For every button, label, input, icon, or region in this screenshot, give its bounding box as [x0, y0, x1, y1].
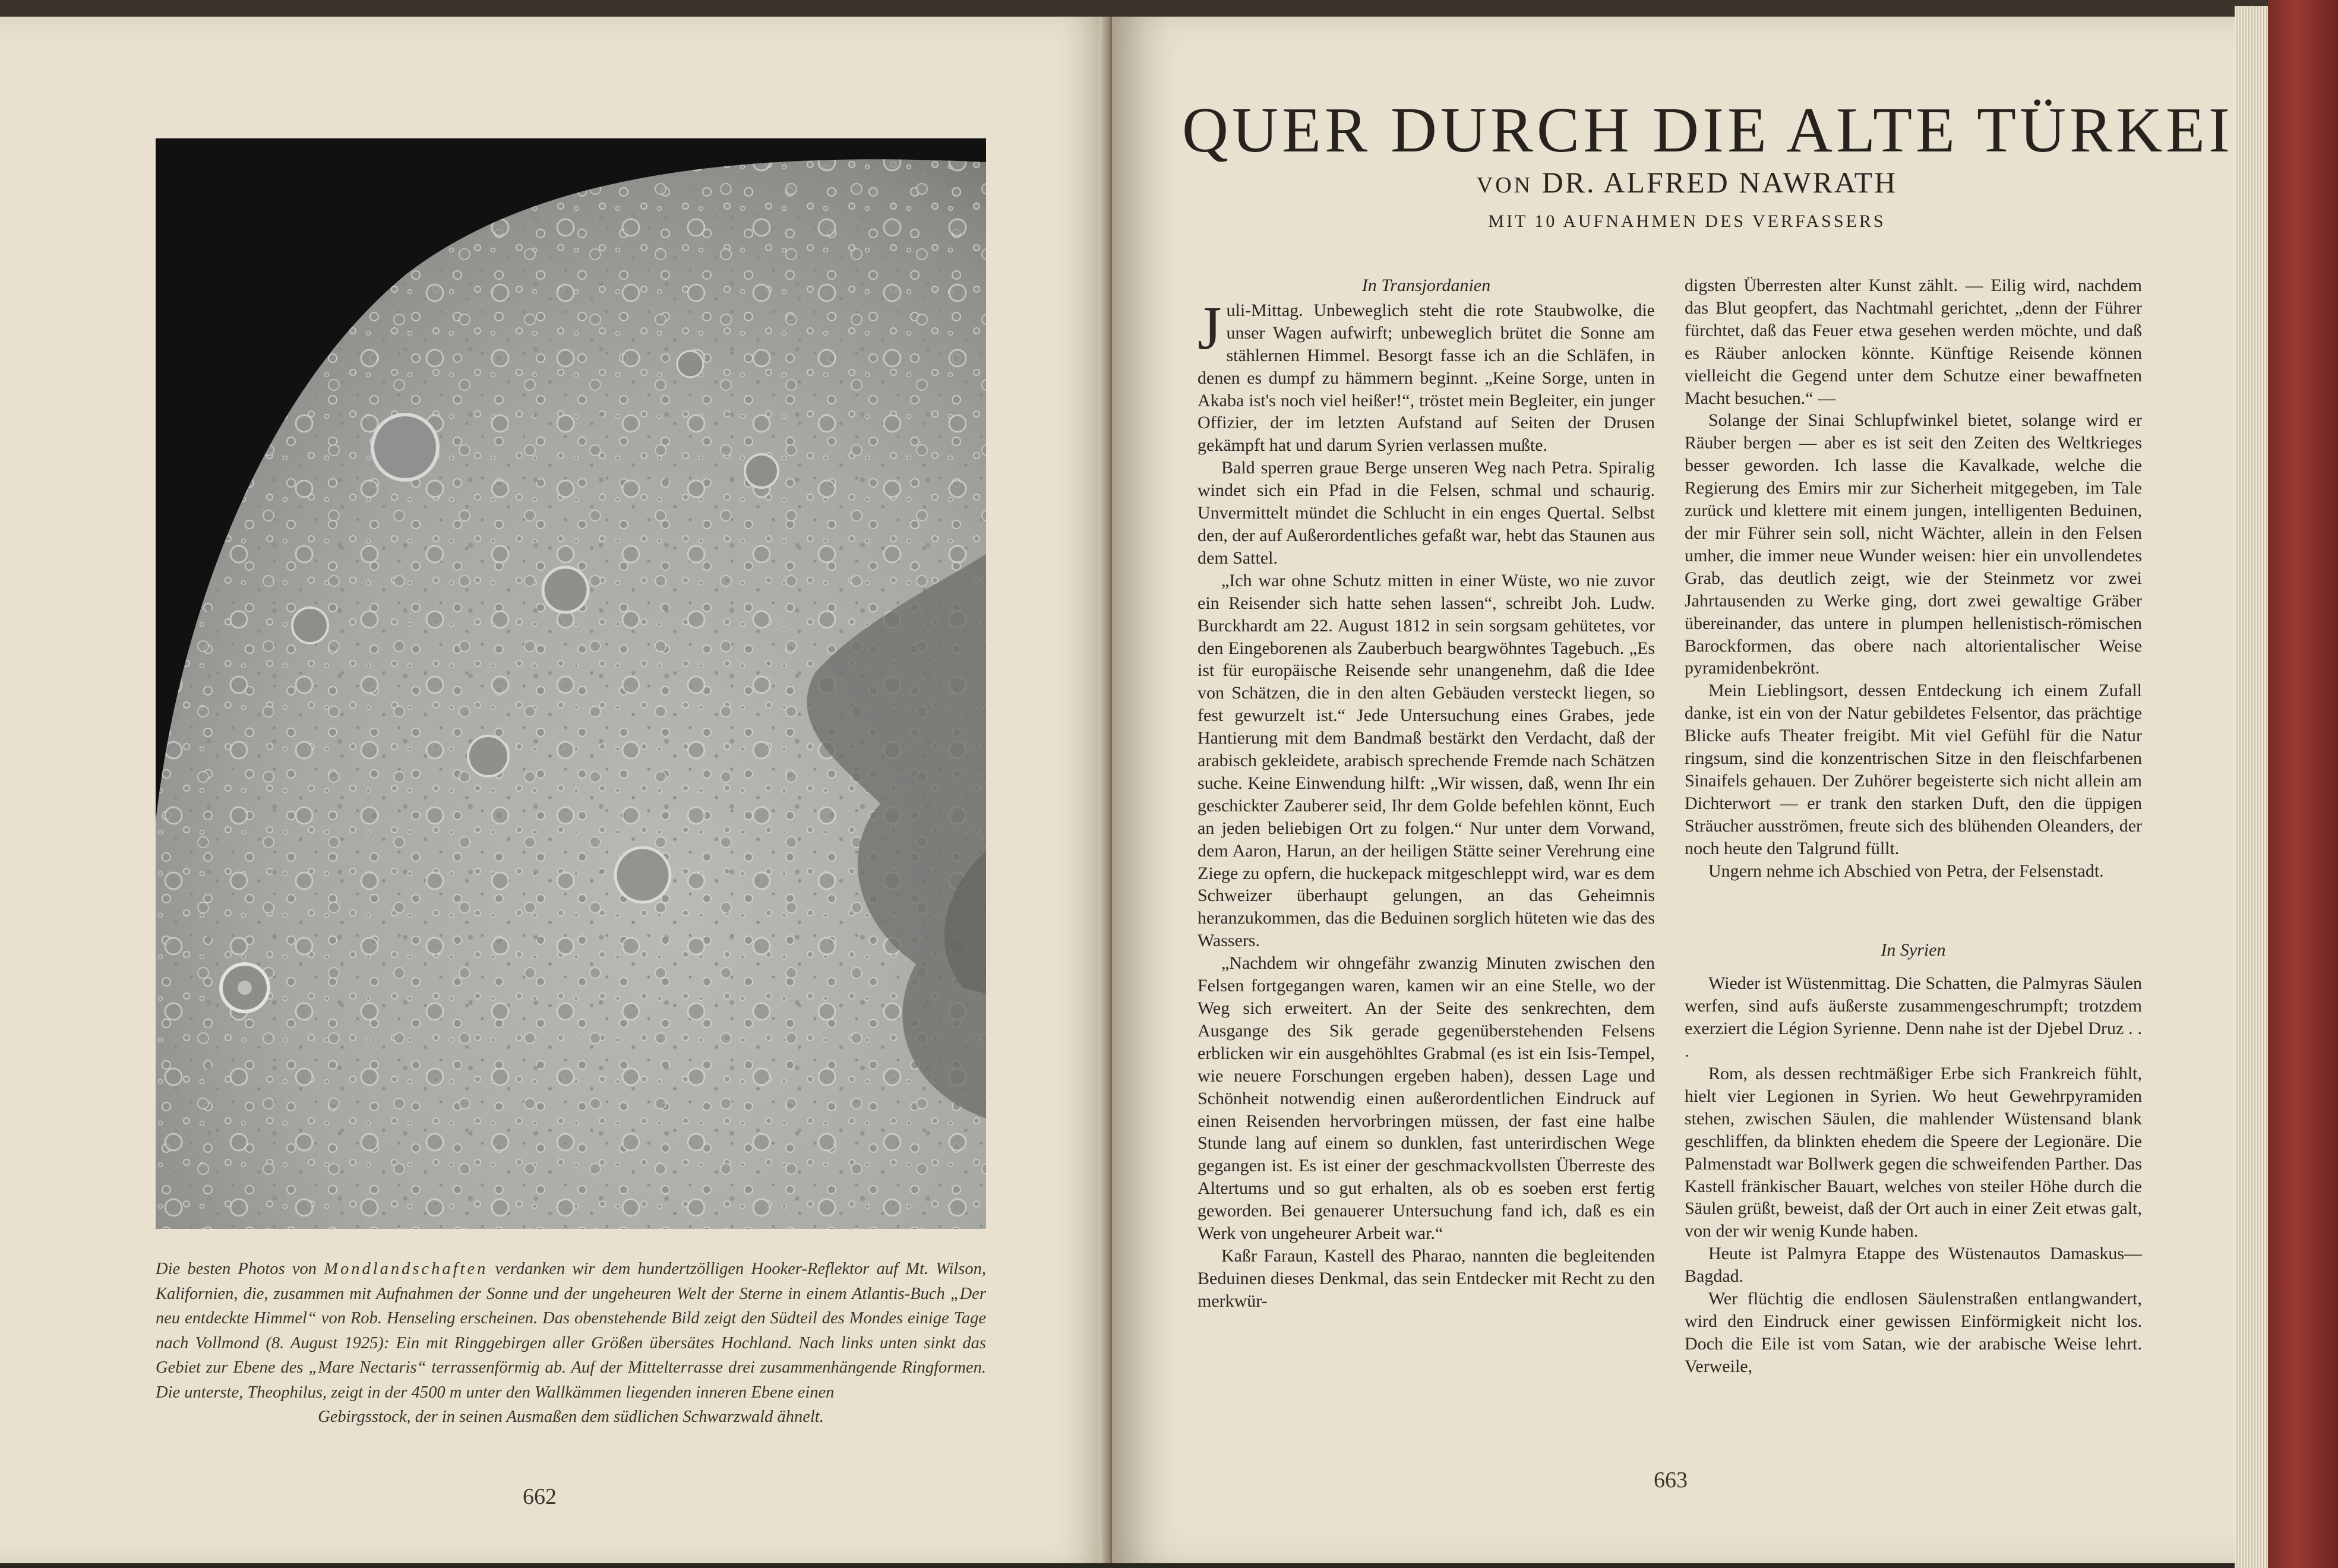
paragraph: Solange der Sinai Schlupfwinkel bietet, solange wird er Räuber bergen — aber es ist seit den Zeiten des Weltkrieges besser geworden. Ich lasse die Kavalkade, welche die Regierung des Emirs mir zur Sicherheit mitgegeben, im Tale zurück und klettere mit einem jungen, intelligenten Beduinen, der mir Führer sein soll, nicht Wächter, allein in den Felsen umher, die immer neue Wunder weisen: hier ein unvollendetes Grab, das deutlich zeigt, wie der Steinmetz vor zwei Jahrtausenden zu Werke ging, dort zwei gewaltige Gräber übereinander, das untere in plumpen hellenistisch-römischen Barockformen, das obere nach altorientalischer Weise pyramidenbekrönt. [1685, 410, 2142, 678]
page-number-left: 662 [523, 1484, 557, 1509]
page-number-right: 663 [1654, 1468, 1688, 1493]
photo-caption: Die besten Photos von Mondlandschaften verdanken wir dem hundertzölligen Hooker-Reflektor auf Mt. Wilson, Kalifornien, die, zusammen mit Aufnahmen der Sonne und der ungeheuren Welt der Sterne in einem Atlantis-Buch „Der neu entdeckte Himmel“ von Rob. Henseling erscheinen. Das obenstehende Bild zeigt den Südteil des Mondes einige Tage nach Vollmond (8. August 1925): Ein mit Ringgebirgen aller Größen übersätes Hochland. Nach links unten sinkt das Gebiet zur Ebene des „Mare Nectaris“ terrassenförmig ab. Auf der Mittelterrasse drei zusammenhängende Ringformen. Die unterste, Theophilus, zeigt in der 4500 m unter den Wallkämmen liegenden inneren Ebene einen Gebirgsstock, der in seinen Ausmaßen dem südlichen Schwarzwald ähnelt. [156, 1257, 986, 1430]
paragraph: „Nachdem wir ohngefähr zwanzig Minuten zwischen den Felsen fortgegangen waren, kamen wir an eine Stelle, wo der Weg sich erweitert. An der Seite des senkrechten, dem Ausgange des Sik gerade gegenüberstehenden Felsens erblicken wir ein ausgehöhltes Grabmal (es ist ein Isis-Tempel, wie neuere Forschungen ergeben haben), dessen Lage und Schönheit notwendig einen außerordentlichen Eindruck auf einen Reisenden hervorbringen müssen, der fast eine halbe Stunde lang auf einem so dunklen, fast unterirdischen Wege gegangen ist. Es ist einer der geschmackvollsten Überreste des Altertums und so gut erhalten, als ob es soeben erst fertig geworden. Bei genauerer Untersuchung fand ich, daß es ein Werk von ungeheurer Arbeit war.“ [1198, 953, 1655, 1244]
section-heading: In Syrien [1881, 940, 1946, 960]
book-cover-edge [2268, 0, 2338, 1568]
text-column-2 [1685, 274, 2142, 1378]
author-name: DR. ALFRED NAWRATH [1541, 166, 1898, 199]
paragraph: Rom, als dessen rechtmäßiger Erbe sich Frankreich fühlt, hielt vier Legionen in Syrien. Wo heut Gewehrpyramiden stehen, zwischen Säulen, die mahlender Wüstensand blank geschliffen, da blinkten ehedem die Speere der Legionäre. Die Palmenstadt war Bollwerk gegen die schweifenden Parther. Das Kastell fränkischer Bauart, welches von steiler Höhe durch die Säulen grüßt, beweist, daß der Ort auch in einer Zeit etwas galt, von der wir wenig Kunde haben. [1685, 1064, 2142, 1241]
section-heading: In Transjordanien [1361, 276, 1491, 295]
photo-credit-line: MIT 10 AUFNAHMEN DES VERFASSERS [1488, 211, 1886, 231]
text-column-1 [1198, 274, 1655, 1313]
caption-spaced-word: Mondlandschaften [324, 1260, 488, 1278]
paragraph: Bald sperren graue Berge unseren Weg nach Petra. Spiralig windet sich ein Pfad in die Felsen, schmal und schaurig. Unvermittelt mündet die Schlucht in ein enges Quertal. Selbst den, der auf Außerordentliches gefaßt war, hebt das Staunen aus dem Sattel. [1198, 458, 1655, 568]
paragraph: Juli-Mittag. Unbeweglich steht die rote Staubwolke, die unser Wagen aufwirft; unbeweglich brütet die Sonne am stählernen Himmel. Besorgt fasse ich an die Schläfen, in denen es dumpf zu hämmern beginnt. „Keine Sorge, unten in Akaba ist's noch viel heißer!“, tröstet mein Begleiter, ein junger Offizier, der im letzten Aufstand auf Seiten der Drusen gekämpft hat und darum Syrien verlassen mußte. [1198, 293, 1655, 456]
moon-surface-image [156, 138, 986, 1229]
paragraph: Ungern nehme ich Abschied von Petra, der Felsenstadt. [1708, 861, 2104, 881]
book-page-edges [2235, 6, 2268, 1568]
paragraph: digsten Überresten alter Kunst zählt. — Eilig wird, nachdem das Blut geopfert, das Nachtmahl gerichtet, „denn der Führer fürchtet, daß das Feuer etwa gesehen werden möchte, und daß es Räuber anlocken könnte. Künftige Reisende können vielleicht die Gegend unter dem Schutze einer bewaffneten Macht besuchen.“ — [1685, 276, 2142, 408]
paragraph: „Ich war ohne Schutz mitten in einer Wüste, wo nie zuvor ein Reisender sich hatte sehen lassen“, schreibt Joh. Ludw. Burckhardt am 22. August 1812 in sein sorgsam gehütetes, vor den Eingeborenen als Zauberbuch beargwöhntes Tagebuch. „Es ist für europäische Reisende sehr unangenehm, daß die Idee von Schätzen, die in den alten Gebäuden versteckt liegen, so fest gewurzelt ist.“ Jede Untersuchung eines Grabes, jede Hantierung mit dem Bandmaß bestärkt den Verdacht, daß der arabisch gekleidete, arabisch sprechende Fremde nach Schätzen suche. Keine Einwendung hilft: „Wir wissen, daß, wenn Ihr ein geschickter Zauberer seid, Ihr dem Golde befehlen könnt, Euch an jeden beliebigen Ort zu folgen.“ Nur unter dem Vorwand, dem Aaron, Harun, an der heiligen Stätte seiner Verehrung eine Ziege zu opfern, die huckepack mitgeschleppt wird, war es dem Schweizer überhaupt gelungen, an das Geheimnis heranzukommen, das die Beduinen sorglich hüteten wie das des Wassers. [1198, 570, 1655, 951]
paragraph: Mein Lieblingsort, dessen Entdeckung ich einem Zufall danke, ist ein von der Natur gebildetes Felsentor, das prächtige Blicke aufs Theater freigibt. Mit viel Gefühl für die Natur ringsum, sind die konzentrischen Sitze in den fleischfarbenen Sinaifels gehauen. Der Zuhörer begeisterte sich nicht allein am Dichterwort — er trank den starken Duft, den die üppigen Sträucher ausströmen, freute sich des blühenden Oleanders, der noch heute den Talgrund füllt. [1685, 681, 2142, 858]
article-title: QUER DURCH DIE ALTE TÜRKEI [1182, 95, 2233, 166]
caption-last-line: Gebirgsstock, der in seinen Ausmaßen dem südlichen Schwarzwald ähnelt. [318, 1408, 824, 1426]
drop-cap: J [1198, 293, 1222, 362]
book-top-edge [0, 0, 2268, 17]
author-prefix: VON [1476, 173, 1533, 198]
paragraph: Heute ist Palmyra Etappe des Wüstenautos Damaskus—Bagdad. [1685, 1244, 2142, 1286]
paragraph: Kaßr Faraun, Kastell des Pharao, nannten die begleitenden Beduinen dieses Denkmal, das sein Entdecker mit Recht zu den merkwür- [1198, 1245, 1655, 1311]
moon-photograph [156, 138, 986, 1229]
left-page [0, 17, 1112, 1563]
paragraph: Wieder ist Wüstenmittag. Die Schatten, die Palmyras Säulen werfen, sind aufs äußerste zusammengeschrumpft; trotzdem exerziert die Légion Syrienne. Denn nahe ist der Djebel Druz . . . [1685, 973, 2142, 1061]
paragraph: Wer flüchtig die endlosen Säulenstraßen entlangwandert, wird den Eindruck einer gewissen Einförmigkeit nicht los. Doch die Eile ist vom Satan, wie der arabische Weise lehrt. Verweile, [1685, 1289, 2142, 1376]
article-author [1182, 165, 2192, 200]
